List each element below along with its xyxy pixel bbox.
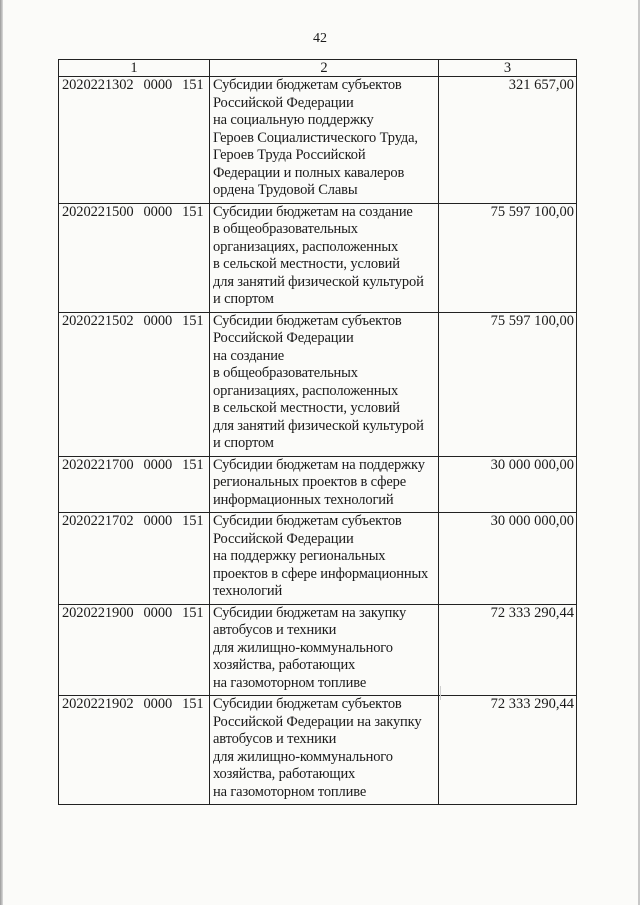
code-cell xyxy=(59,456,210,513)
description-cell: Субсидии бюджетам субъектов Российской Федерации на закупку автобусов и техники для жилищно-коммунального хозяйства, работающих на газомоторном топливе xyxy=(210,696,439,805)
code-cell xyxy=(59,696,210,805)
code-cell xyxy=(59,312,210,456)
description-cell: Субсидии бюджетам на поддержку региональных проектов в сфере информационных технологий xyxy=(210,456,439,513)
scan-edge-left xyxy=(0,0,3,905)
description-cell: Субсидии бюджетам субъектов Российской Федерации на социальную поддержку Героев Социалистического Труда, Героев Труда Российской Федерации и полных кавалеров ордена Трудовой Славы xyxy=(210,77,439,204)
budget-code: 2020221500 xyxy=(62,203,134,220)
amount-cell: 321 657,00 xyxy=(439,77,577,204)
budget-code: 2020221302 xyxy=(62,77,134,93)
budget-code: 2020221700 xyxy=(62,456,134,473)
kind-code: 151 xyxy=(182,513,204,529)
budget-table xyxy=(58,59,577,805)
table-row xyxy=(59,604,577,696)
code-cell xyxy=(59,513,210,605)
budget-code: 2020221702 xyxy=(62,513,134,529)
description-cell: Субсидии бюджетам субъектов Российской Федерации на создание в общеобразовательных организациях, расположенных в сельской местности, условий для занятий физической культурой и спортом xyxy=(210,312,439,456)
column-header-3: 3 xyxy=(439,60,577,77)
program-code: 0000 xyxy=(143,77,173,93)
code-cell xyxy=(59,77,210,204)
budget-code: 2020221502 xyxy=(62,312,134,329)
column-header-1: 1 xyxy=(59,60,210,77)
table-row xyxy=(59,77,577,204)
amount-cell: 75 597 100,00 xyxy=(439,203,577,312)
program-code: 0000 xyxy=(143,456,173,473)
table-row xyxy=(59,513,577,605)
kind-code: 151 xyxy=(182,203,204,220)
budget-code: 2020221902 xyxy=(62,696,134,712)
code-cell xyxy=(59,203,210,312)
amount-cell: 30 000 000,00 xyxy=(439,456,577,513)
description-cell: Субсидии бюджетам на закупку автобусов и техники для жилищно-коммунального хозяйства, работающих на газомоторном топливе xyxy=(210,604,439,696)
amount-cell: 30 000 000,00 xyxy=(439,513,577,605)
kind-code: 151 xyxy=(182,604,204,621)
description-cell: Субсидии бюджетам субъектов Российской Федерации на поддержку региональных проектов в сфере информационных технологий xyxy=(210,513,439,605)
program-code: 0000 xyxy=(143,604,173,621)
table-header-row xyxy=(59,60,577,77)
kind-code: 151 xyxy=(182,456,204,473)
scan-artifact xyxy=(437,686,441,700)
code-cell xyxy=(59,604,210,696)
program-code: 0000 xyxy=(143,312,173,329)
table-row xyxy=(59,696,577,805)
program-code: 0000 xyxy=(143,513,173,529)
program-code: 0000 xyxy=(143,696,173,712)
description-cell: Субсидии бюджетам на создание в общеобразовательных организациях, расположенных в сельской местности, условий для занятий физической культурой и спортом xyxy=(210,203,439,312)
table-row xyxy=(59,203,577,312)
kind-code: 151 xyxy=(182,696,204,712)
page-number: 42 xyxy=(313,31,327,46)
kind-code: 151 xyxy=(182,312,204,329)
amount-cell: 72 333 290,44 xyxy=(439,696,577,805)
amount-cell: 75 597 100,00 xyxy=(439,312,577,456)
amount-cell: 72 333 290,44 xyxy=(439,604,577,696)
table-row xyxy=(59,456,577,513)
column-header-2: 2 xyxy=(210,60,439,77)
program-code: 0000 xyxy=(143,203,173,220)
kind-code: 151 xyxy=(182,77,204,93)
budget-code: 2020221900 xyxy=(62,604,134,621)
table-row xyxy=(59,312,577,456)
